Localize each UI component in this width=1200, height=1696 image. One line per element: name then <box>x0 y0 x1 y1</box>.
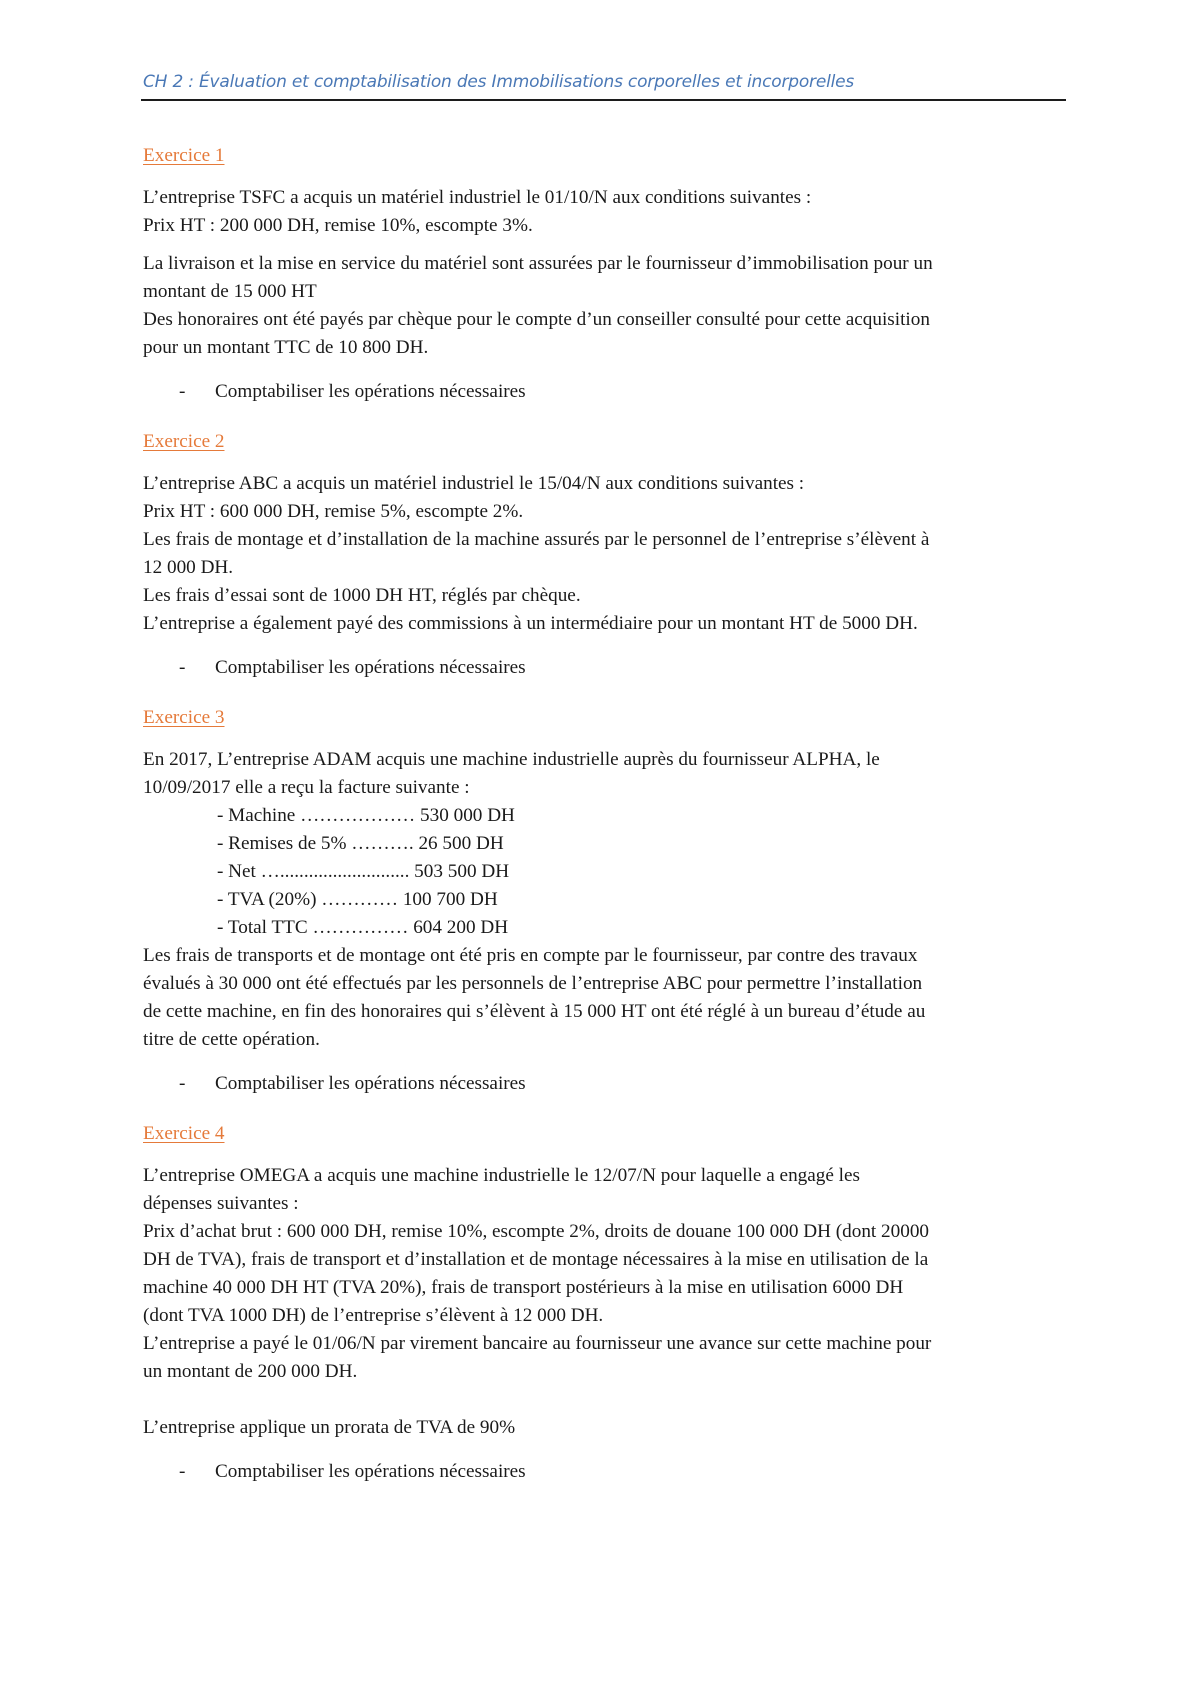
exercise-2 <box>143 428 1068 682</box>
page-header-title: CH 2 : Évaluation et comptabilisation des Immobilisations corporelles et incorporelles <box>143 72 855 92</box>
text-line: 12 000 DH. <box>143 557 234 578</box>
text-line: Prix HT : 200 000 DH, remise 10%, escompte 3%. <box>143 215 533 236</box>
text-line: montant de 15 000 HT <box>143 281 317 302</box>
text-line: Prix HT : 600 000 DH, remise 5%, escompte 2%. <box>143 501 524 522</box>
exercise-title: Exercice 1 <box>143 145 225 166</box>
paragraph <box>143 470 1068 638</box>
text-line: 10/09/2017 elle a reçu la facture suivante : <box>143 777 470 798</box>
exercise-title: Exercice 3 <box>143 707 225 728</box>
invoice-lines <box>217 802 1068 942</box>
text-line: Les frais d’essai sont de 1000 DH HT, réglés par chèque. <box>143 585 581 606</box>
bullet-text: Comptabiliser les opérations nécessaires <box>215 1073 526 1094</box>
text-line: Prix d’achat brut : 600 000 DH, remise 10%, escompte 2%, droits de douane 100 000 DH (dont 20000 <box>143 1221 930 1242</box>
invoice-line: - Net …........................... 503 500 DH <box>217 861 510 882</box>
invoice-line: - Total TTC …………… 604 200 DH <box>217 917 509 938</box>
bullet-text: Comptabiliser les opérations nécessaires <box>215 381 526 402</box>
exercise-title: Exercice 4 <box>143 1123 225 1144</box>
exercise-3 <box>143 704 1068 1098</box>
bullet-text: Comptabiliser les opérations nécessaires <box>215 657 526 678</box>
exercise-title: Exercice 2 <box>143 431 225 452</box>
bullet-dash: - <box>179 381 186 402</box>
header-rule <box>141 99 1066 101</box>
invoice-line: - Machine ……………… 530 000 DH <box>217 805 515 826</box>
text-line: L’entreprise a également payé des commissions à un intermédiaire pour un montant HT de 5000 DH. <box>143 613 918 634</box>
text-line: évalués à 30 000 ont été effectués par les personnels de l’entreprise ABC pour permettre l’installation <box>143 973 923 994</box>
bullet-dash: - <box>179 1461 186 1482</box>
text-line: La livraison et la mise en service du matériel sont assurées par le fournisseur d’immobilisation pour un <box>143 253 933 274</box>
text-line: de cette machine, en fin des honoraires qui s’élèvent à 15 000 HT ont été réglé à un bureau d’étude au <box>143 1001 926 1022</box>
bullet-dash: - <box>179 657 186 678</box>
invoice-line: - TVA (20%) ………… 100 700 DH <box>217 889 498 910</box>
text-line: un montant de 200 000 DH. <box>143 1361 358 1382</box>
paragraph <box>143 1162 1068 1386</box>
task-bullet <box>179 654 1068 682</box>
text-line: Les frais de transports et de montage ont été pris en compte par le fournisseur, par contre des travaux <box>143 945 918 966</box>
text-line: machine 40 000 DH HT (TVA 20%), frais de transport postérieurs à la mise en utilisation 6000 DH <box>143 1277 904 1298</box>
bullet-text: Comptabiliser les opérations nécessaires <box>215 1461 526 1482</box>
text-line: Les frais de montage et d’installation de la machine assurés par le personnel de l’entreprise s’élèvent à <box>143 529 930 550</box>
paragraph <box>143 184 1068 240</box>
paragraph <box>143 746 1068 802</box>
exercise-1 <box>143 142 1068 406</box>
text-line: (dont TVA 1000 DH) de l’entreprise s’élèvent à 12 000 DH. <box>143 1305 604 1326</box>
text-line: DH de TVA), frais de transport et d’installation et de montage nécessaires à la mise en utilisation de la <box>143 1249 929 1270</box>
bullet-dash: - <box>179 1073 186 1094</box>
text-line: L’entreprise ABC a acquis un matériel industriel le 15/04/N aux conditions suivantes : <box>143 473 805 494</box>
task-bullet <box>179 1458 1068 1486</box>
text-line: Des honoraires ont été payés par chèque pour le compte d’un conseiller consulté pour cette acquisition <box>143 309 930 330</box>
text-line: L’entreprise OMEGA a acquis une machine industrielle le 12/07/N pour laquelle a engagé les <box>143 1165 860 1186</box>
paragraph <box>143 1414 1068 1442</box>
task-bullet <box>179 1070 1068 1098</box>
exercise-4 <box>143 1120 1068 1486</box>
blank-line <box>143 1386 1068 1414</box>
text-line: L’entreprise TSFC a acquis un matériel industriel le 01/10/N aux conditions suivantes : <box>143 187 812 208</box>
task-bullet <box>179 378 1068 406</box>
text-line: En 2017, L’entreprise ADAM acquis une machine industrielle auprès du fournisseur ALPHA, le <box>143 749 880 770</box>
paragraph <box>143 250 1068 362</box>
text-line: titre de cette opération. <box>143 1029 320 1050</box>
paragraph <box>143 942 1068 1054</box>
text-line: L’entreprise applique un prorata de TVA de 90% <box>143 1417 516 1438</box>
invoice-line: - Remises de 5% ………. 26 500 DH <box>217 833 504 854</box>
document-body <box>143 142 1068 1508</box>
text-line: dépenses suivantes : <box>143 1193 299 1214</box>
text-line: pour un montant TTC de 10 800 DH. <box>143 337 429 358</box>
text-line: L’entreprise a payé le 01/06/N par virement bancaire au fournisseur une avance sur cette machine pour <box>143 1333 932 1354</box>
